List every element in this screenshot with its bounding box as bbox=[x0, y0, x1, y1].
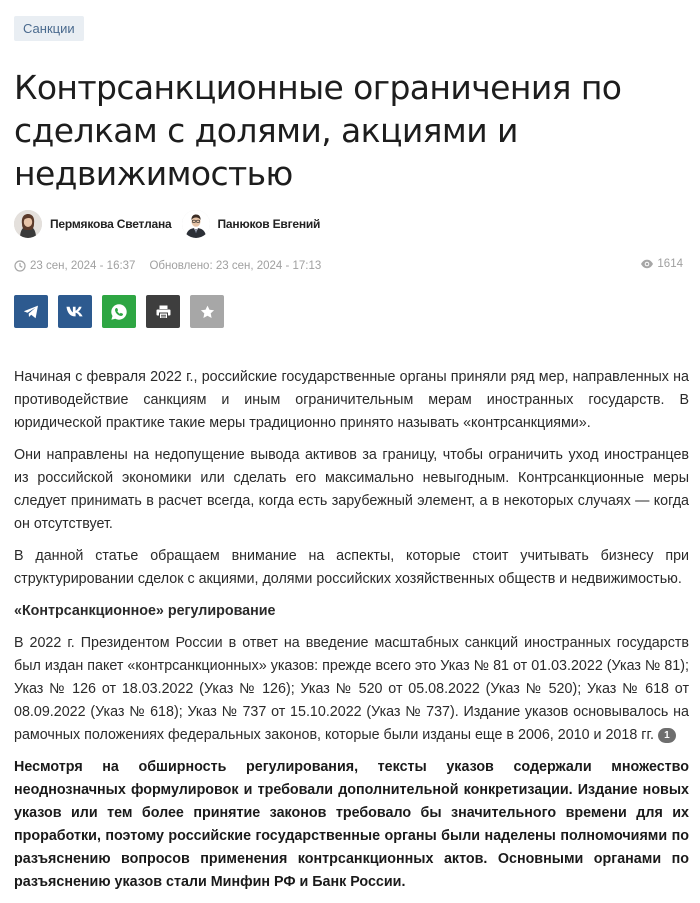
author-2[interactable] bbox=[182, 210, 321, 238]
paragraph: Они направлены на недопущение вывода активов за границу, чтобы ограничить уход иностранцев из российской экономики или сделать его максимально невыгодным. Контрсанкционные меры следует принимать в расчет всегда, когда есть зарубежный элемент, а в некоторых случаях — когда он отсутствует. bbox=[14, 447, 689, 532]
views-count: 1614 bbox=[657, 258, 683, 270]
eye-icon bbox=[640, 259, 654, 269]
print-button[interactable] bbox=[146, 295, 180, 328]
paragraph-with-footnote bbox=[14, 632, 689, 747]
share-vk-button[interactable] bbox=[58, 295, 92, 328]
share-buttons bbox=[14, 295, 234, 328]
footnote-badge[interactable]: 1 bbox=[658, 728, 676, 743]
article-body bbox=[14, 366, 689, 903]
avatar bbox=[14, 210, 42, 238]
share-whatsapp-button[interactable] bbox=[102, 295, 136, 328]
author-name: Пермякова Светлана bbox=[50, 217, 172, 231]
telegram-icon bbox=[23, 305, 39, 319]
views-counter bbox=[640, 258, 683, 270]
avatar bbox=[182, 210, 210, 238]
author-1[interactable] bbox=[14, 210, 172, 238]
category-tag[interactable]: Санкции bbox=[14, 16, 84, 41]
favorite-button[interactable] bbox=[190, 295, 224, 328]
bold-paragraph: Несмотря на обширность регулирования, тексты указов содержали множество неоднозначных формулировок и требовали дополнительной конкретизации. Издание новых указов или тем более принятие законов требовало бы значительного времени для их проработки, поэтому российские государственные органы были наделены полномочиями по разъяснению вопросов применения контрсанкционных актов. Основными органами по разъяснению указов стали Минфин РФ и Банк России. bbox=[14, 759, 689, 890]
paragraph-text: В 2022 г. Президентом России в ответ на введение масштабных санкций иностранных государств был издан пакет «контрсанкционных» указов: прежде всего это Указ № 81 от 01.03.2022 (Указ № 81); Указ № 126 от 18.03.2022 (Указ № 126); Указ № 520 от 05.08.2022 (Указ № 520); Указ № 618 от 08.09.2022 (Указ № 618); Указ № 737 от 15.10.2022 (Указ № 737). Издание указов основывалось на рамочных положениях федеральных законов, которые были изданы еще в 2006, 2010 и 2018 гг. bbox=[14, 635, 689, 743]
print-icon bbox=[156, 305, 171, 319]
author-name: Панюков Евгений bbox=[217, 217, 321, 231]
vk-icon bbox=[66, 306, 84, 317]
share-telegram-button[interactable] bbox=[14, 295, 48, 328]
article-title: Контрсанкционные ограничения по сделкам с долями, акциями и недвижимостью bbox=[14, 68, 622, 193]
updated-date: Обновлено: 23 сен, 2024 - 17:13 bbox=[149, 260, 322, 272]
paragraph: В данной статье обращаем внимание на аспекты, которые стоит учитывать бизнесу при структурировании сделок с акциями, долями российских хозяйственных обществ и недвижимостью. bbox=[14, 548, 689, 587]
star-icon bbox=[200, 305, 215, 319]
paragraph: Начиная с февраля 2022 г., российские государственные органы приняли ряд мер, направленных на противодействие санкциям и иным ограничительным мерам иностранных государств. В юридической практике такие меры традиционно принято называть «контрсанкциями». bbox=[14, 369, 689, 431]
clock-icon bbox=[14, 260, 26, 272]
published-date: 23 сен, 2024 - 16:37 bbox=[30, 260, 136, 272]
whatsapp-icon bbox=[110, 303, 128, 321]
section-heading: «Контрсанкционное» регулирование bbox=[14, 603, 276, 619]
authors-row bbox=[14, 209, 330, 239]
article-meta bbox=[14, 258, 689, 274]
